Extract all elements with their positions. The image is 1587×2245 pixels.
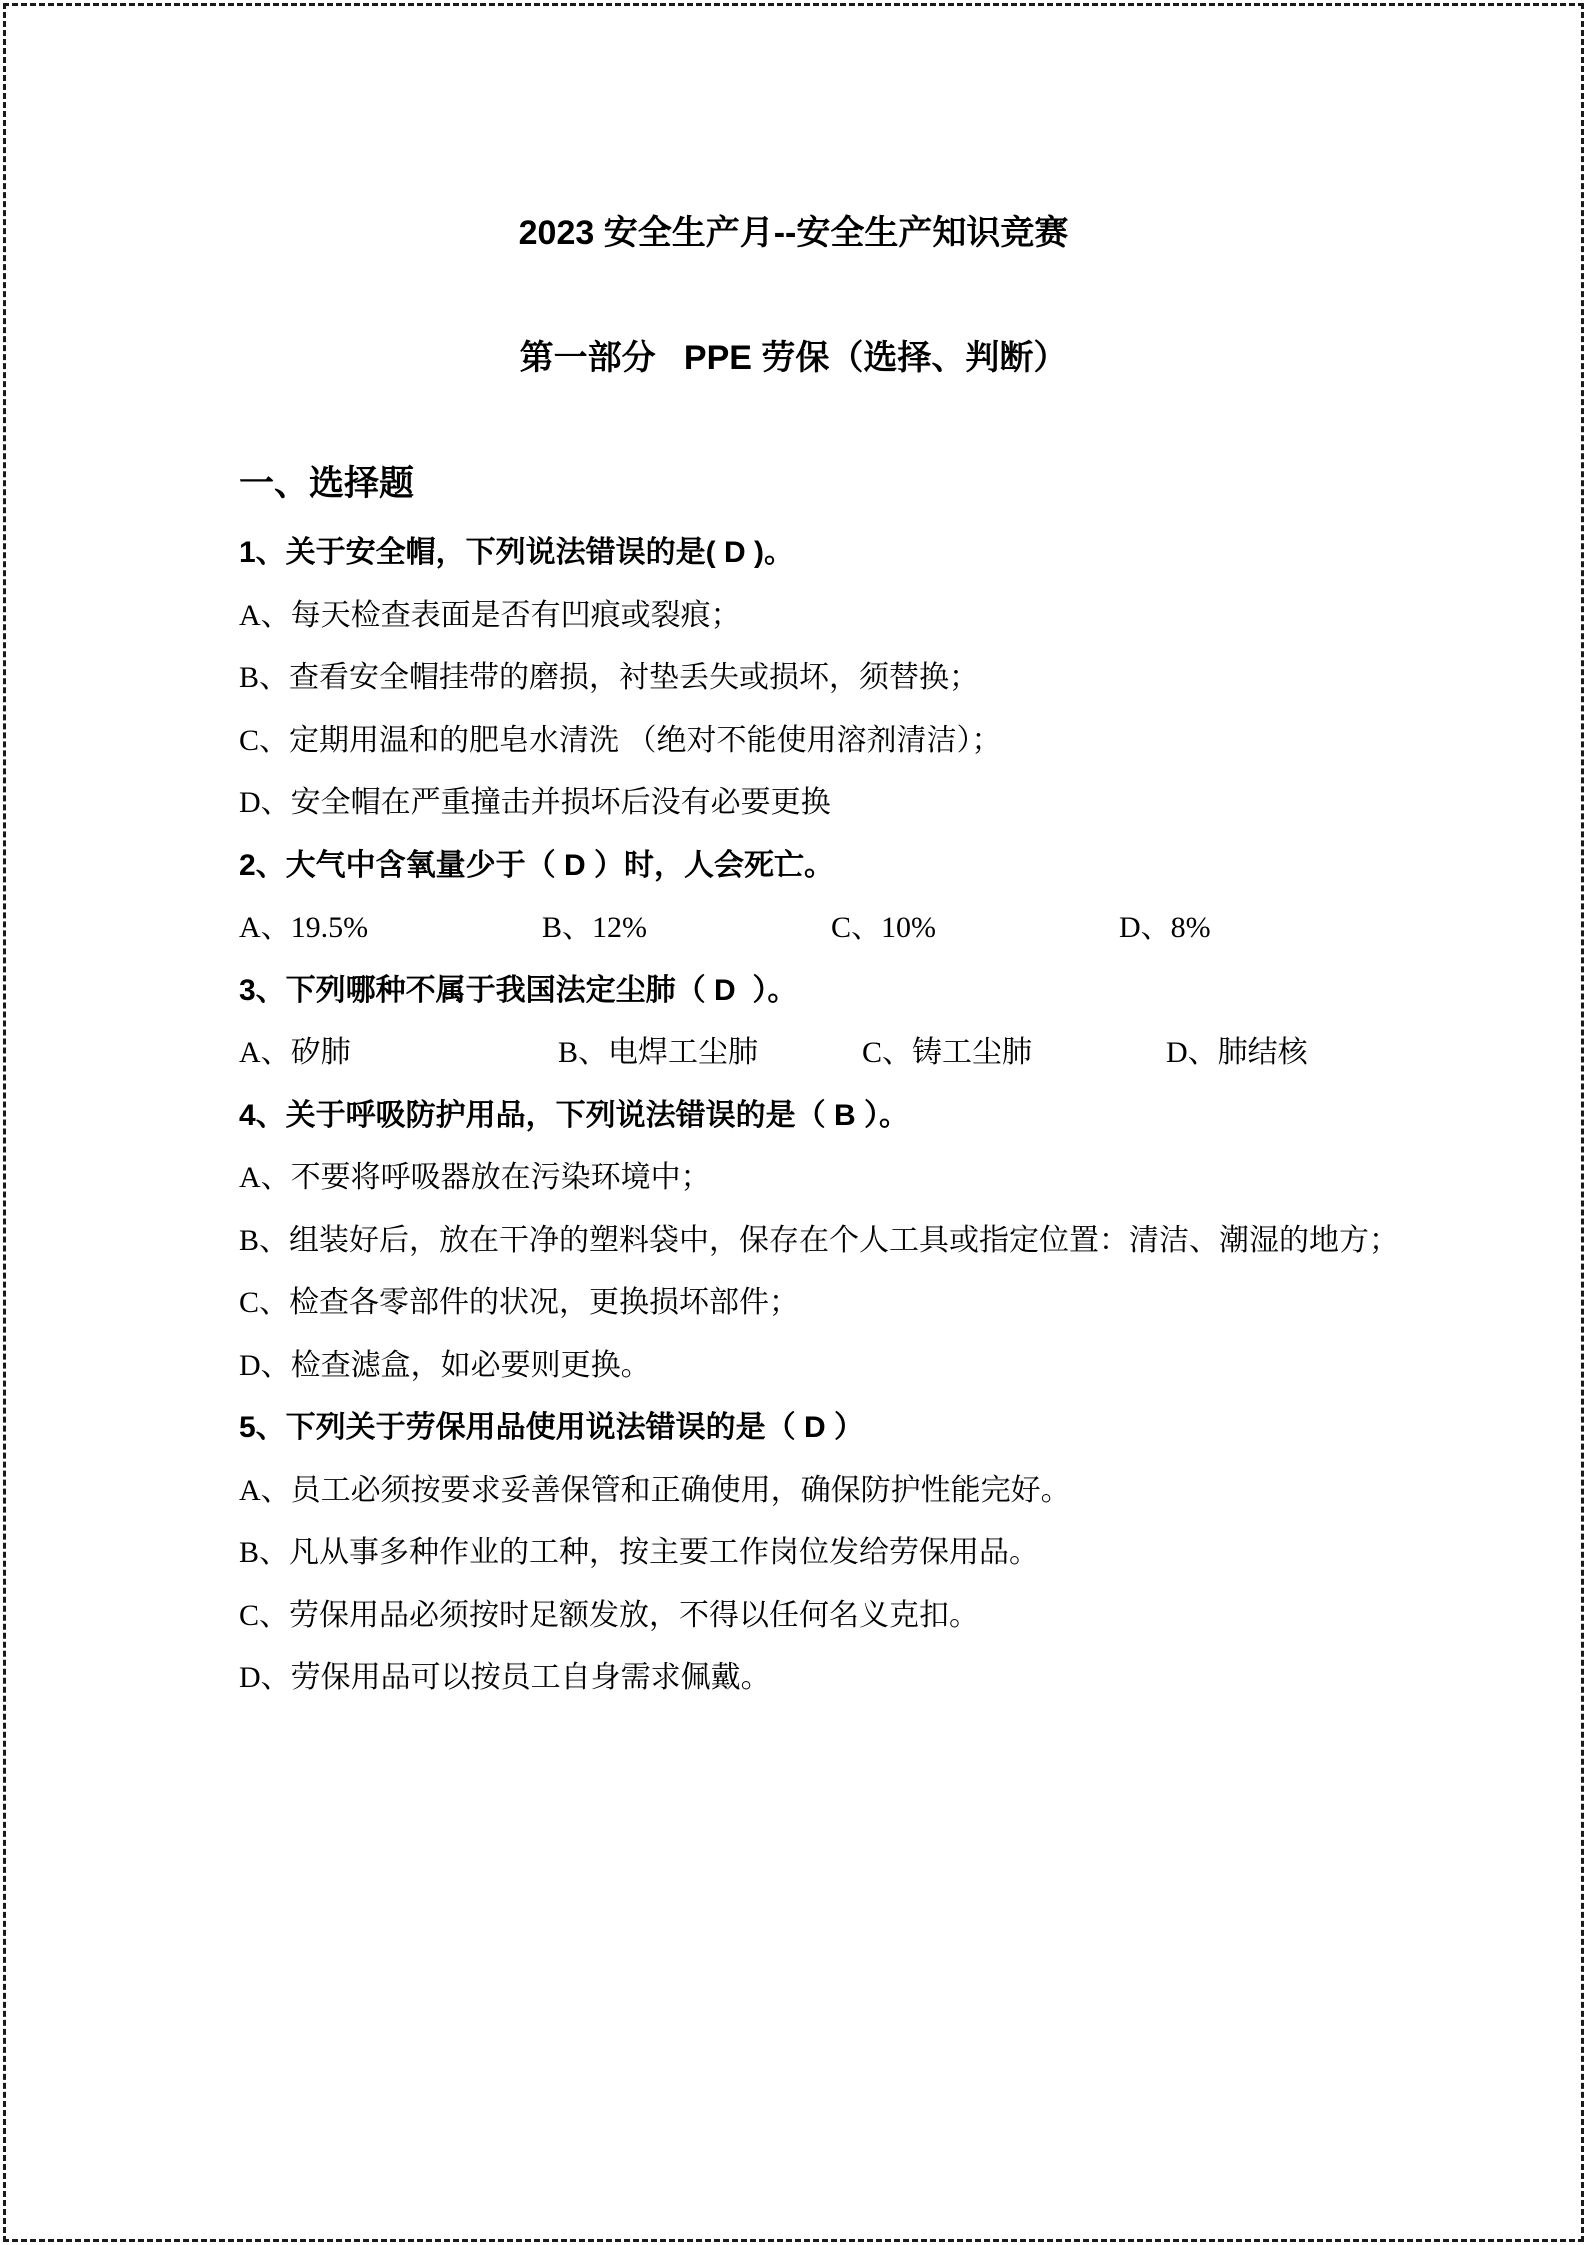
question-4: 4、关于呼吸防护用品，下列说法错误的是（ B ）。 (239, 1098, 910, 1132)
question-5: 5、下列关于劳保用品使用说法错误的是（ D ） (239, 1411, 865, 1444)
question-1-option-c: C、定期用温和的肥皂水清洗 （绝对不能使用溶剂清洁）； (239, 723, 1002, 757)
question-3-option-d: D、肺结核 (1166, 1036, 1308, 1069)
question-4-option-a: A、不要将呼吸器放在污染环境中； (239, 1161, 711, 1194)
question-3-options (239, 1022, 1369, 1085)
question-4-option-b: B、组装好后，放在干净的塑料袋中，保存在个人工具或指定位置：清洁、潮湿的地方； (239, 1223, 1400, 1257)
question-1-option-d: D、安全帽在严重撞击并损坏后没有必要更换 (239, 786, 831, 819)
question-5-option-d: D、劳保用品可以按员工自身需求佩戴。 (239, 1661, 771, 1694)
question-2: 2、大气中含氧量少于（ D ）时，人会死亡。 (239, 848, 835, 882)
question-5-option-a: A、员工必须按要求妥善保管和正确使用，确保防护性能完好。 (239, 1473, 1071, 1507)
question-1-option-b: B、查看安全帽挂带的磨损，衬垫丢失或损坏，须替换； (239, 661, 980, 694)
question-1: 1、关于安全帽，下列说法错误的是( D )。 (239, 536, 794, 569)
question-2-option-d: D、8% (1119, 911, 1211, 944)
question-2-options (239, 897, 1369, 960)
question-list (239, 455, 1400, 1710)
question-5-option-b: B、凡从事多种作业的工种，按主要工作岗位发给劳保用品。 (239, 1536, 1040, 1569)
question-3-option-b: B、电焊工尘肺 (558, 1036, 759, 1069)
question-4-option-c: C、检查各零部件的状况，更换损坏部件； (239, 1286, 800, 1319)
question-2-option-c: C、10% (831, 911, 936, 944)
question-1-option-a: A、每天检查表面是否有凹痕或裂痕； (239, 598, 741, 632)
question-3: 3、下列哪种不属于我国法定尘肺（ D ）。 (239, 973, 798, 1007)
question-3-option-a: A、矽肺 (239, 1036, 351, 1069)
question-3-option-c: C、铸工尘肺 (862, 1036, 1033, 1069)
question-2-option-a: A、19.5% (239, 911, 369, 944)
document-title: 2023 安全生产月--安全生产知识竞赛 (518, 214, 1069, 252)
section-heading: 一、选择题 (239, 464, 415, 503)
part-title: 第一部分 PPE 劳保（选择、判断） (519, 339, 1068, 377)
question-2-option-b: B、12% (542, 911, 647, 944)
question-5-option-c: C、劳保用品必须按时足额发放，不得以任何名义克扣。 (239, 1598, 980, 1632)
question-4-option-d: D、检查滤盒，如必要则更换。 (239, 1348, 651, 1382)
